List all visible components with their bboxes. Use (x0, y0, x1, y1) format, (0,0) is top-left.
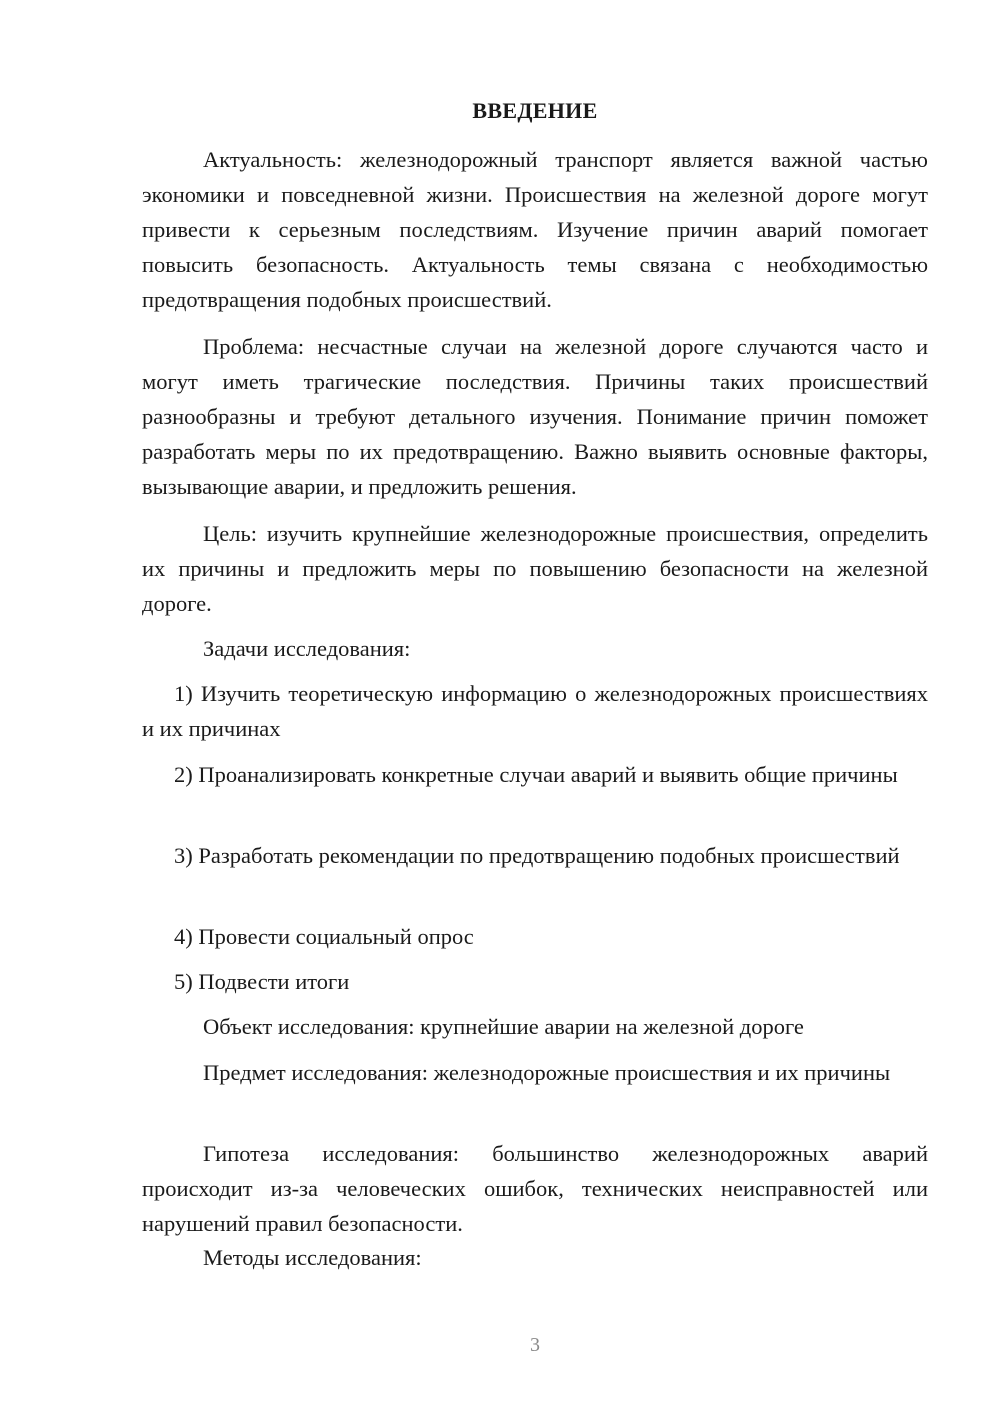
paragraph-goal: Цель: изучить крупнейшие железнодорожные происшествия, определить их причины и предложить меры по повышению безопасности на железной дороге. (142, 521, 928, 616)
page-title: ВВЕДЕНИЕ (472, 98, 598, 123)
paragraph-object: Объект исследования: крупнейшие аварии на железной дороге (203, 1014, 804, 1039)
paragraph-problem: Проблема: несчастные случаи на железной дороге случаются часто и могут иметь трагические последствия. Причины таких происшествий разнообразны и требуют детального изучения. Понимание причин поможет разработать меры по их предотвращению. Важно выявить основные факторы, вызывающие аварии, и предложить решения. (142, 334, 928, 499)
methods-heading: Методы исследования: (203, 1245, 422, 1270)
task-item-5: 5) Подвести итоги (174, 969, 350, 994)
task-item-1: 1) Изучить теоретическую информацию о железнодорожных происшествиях и их причинах (142, 681, 928, 741)
tasks-heading: Задачи исследования: (203, 636, 411, 661)
paragraph-subject: Предмет исследования: железнодорожные происшествия и их причины (203, 1060, 891, 1085)
paragraph-relevance: Актуальность: железнодорожный транспорт является важной частью экономики и повседневной жизни. Происшествия на железной дороге могут привести к серьезным последствиям. Изучение причин аварий помогает повысить безопасность. Актуальность темы связана с необходимостью предотвращения подобных происшествий. (142, 147, 928, 312)
task-item-2: 2) Проанализировать конкретные случаи аварий и выявить общие причины (174, 762, 898, 787)
task-item-4: 4) Провести социальный опрос (174, 924, 474, 949)
page-number: 3 (530, 1334, 540, 1356)
paragraph-hypothesis: Гипотеза исследования: большинство железнодорожных аварий происходит из-за человеческих ошибок, технических неисправностей или нарушений правил безопасности. (142, 1141, 928, 1236)
task-item-3: 3) Разработать рекомендации по предотвращению подобных происшествий (174, 843, 900, 868)
document-page (142, 0, 928, 1414)
